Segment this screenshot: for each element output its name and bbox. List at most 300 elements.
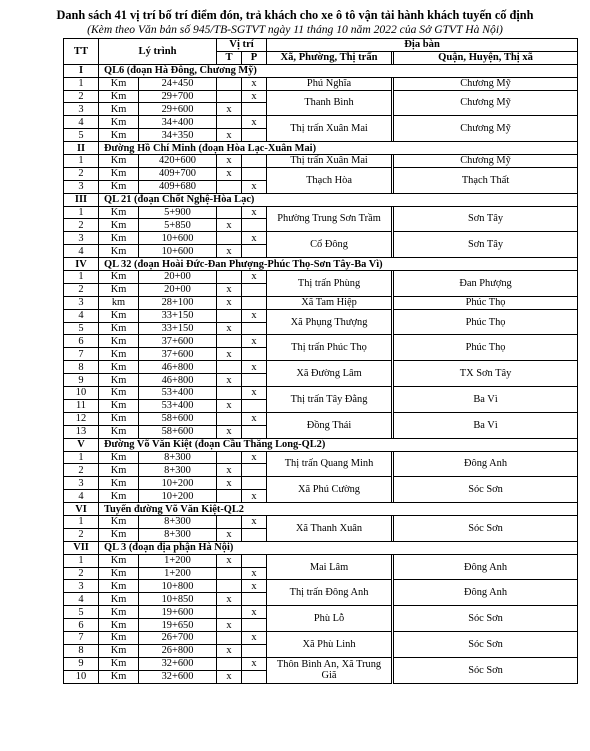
area-commune: Thị trấn Đông Anh: [267, 580, 392, 606]
row-km: 24+450: [139, 77, 217, 90]
area-commune: Xã Đường Lâm: [267, 361, 392, 387]
row-t-mark: [217, 116, 242, 129]
row-tt: 3: [64, 232, 99, 245]
row-unit: Km: [99, 103, 139, 116]
section-number: VI: [64, 503, 99, 516]
section-row: [64, 142, 578, 155]
row-p-mark: [242, 528, 267, 541]
area-district: Đông Anh: [394, 451, 578, 477]
section-row: [64, 64, 578, 77]
area-commune: Xã Tam Hiệp: [267, 296, 392, 309]
row-tt: 3: [64, 580, 99, 593]
row-t-mark: x: [217, 167, 242, 180]
row-unit: Km: [99, 606, 139, 619]
row-p-mark: [242, 619, 267, 632]
row-unit: Km: [99, 335, 139, 348]
table-row: [64, 477, 578, 490]
row-t-mark: x: [217, 103, 242, 116]
row-p-mark: [242, 464, 267, 477]
row-t-mark: [217, 90, 242, 103]
row-t-mark: [217, 335, 242, 348]
row-t-mark: [217, 361, 242, 374]
row-tt: 10: [64, 670, 99, 683]
row-unit: Km: [99, 619, 139, 632]
area-district: Chương Mỹ: [394, 116, 578, 142]
section-row: [64, 438, 578, 451]
row-t-mark: x: [217, 670, 242, 683]
row-t-mark: [217, 206, 242, 219]
area-commune: Thị trấn Xuân Mai: [267, 116, 392, 142]
row-p-mark: [242, 670, 267, 683]
row-p-mark: x: [242, 309, 267, 322]
document-subtitle: (Kèm theo Văn bản số 945/TB-SGTVT ngày 11 tháng 10 năm 2022 của Sở GTVT Hà Nội): [87, 23, 503, 36]
row-t-mark: x: [217, 528, 242, 541]
locations-table: [63, 38, 578, 684]
row-p-mark: x: [242, 606, 267, 619]
row-km: 10+850: [139, 593, 217, 606]
row-unit: Km: [99, 77, 139, 90]
table-row: [64, 335, 578, 348]
row-p-mark: x: [242, 567, 267, 580]
row-tt: 5: [64, 606, 99, 619]
row-p-mark: [242, 296, 267, 309]
row-km: 46+800: [139, 374, 217, 387]
area-district: Chương Mỹ: [394, 90, 578, 116]
row-p-mark: x: [242, 451, 267, 464]
row-tt: 1: [64, 77, 99, 90]
row-unit: Km: [99, 232, 139, 245]
row-tt: 1: [64, 515, 99, 528]
section-row: [64, 541, 578, 554]
area-commune: Phú Nghĩa: [267, 77, 392, 90]
row-p-mark: x: [242, 361, 267, 374]
row-km: 29+700: [139, 90, 217, 103]
row-p-mark: [242, 283, 267, 296]
row-p-mark: x: [242, 335, 267, 348]
area-district: Đông Anh: [394, 554, 578, 580]
area-district: Chương Mỹ: [394, 155, 578, 168]
area-commune: Xã Thanh Xuân: [267, 515, 392, 541]
row-t-mark: x: [217, 296, 242, 309]
row-km: 20+00: [139, 283, 217, 296]
row-p-mark: x: [242, 412, 267, 425]
row-p-mark: x: [242, 387, 267, 400]
row-t-mark: [217, 77, 242, 90]
row-t-mark: [217, 657, 242, 670]
section-number: I: [64, 64, 99, 77]
row-km: 10+600: [139, 245, 217, 258]
section-number: VII: [64, 541, 99, 554]
row-km: 37+600: [139, 348, 217, 361]
row-tt: 4: [64, 593, 99, 606]
row-tt: 3: [64, 477, 99, 490]
row-p-mark: [242, 167, 267, 180]
row-unit: Km: [99, 271, 139, 284]
row-tt: 4: [64, 309, 99, 322]
row-t-mark: [217, 451, 242, 464]
row-unit: Km: [99, 245, 139, 258]
header-p: P: [242, 51, 267, 64]
row-t-mark: [217, 567, 242, 580]
row-km: 5+900: [139, 206, 217, 219]
row-t-mark: x: [217, 554, 242, 567]
row-p-mark: [242, 399, 267, 412]
row-t-mark: [217, 412, 242, 425]
table-row: [64, 657, 578, 670]
row-t-mark: x: [217, 322, 242, 335]
table-row: [64, 580, 578, 593]
row-tt: 2: [64, 167, 99, 180]
row-t-mark: x: [217, 644, 242, 657]
header-t: T: [217, 51, 242, 64]
row-tt: 2: [64, 528, 99, 541]
row-km: 1+200: [139, 567, 217, 580]
row-km: 58+600: [139, 412, 217, 425]
area-commune: Thôn Bình An, Xã Trung Giã: [267, 657, 392, 683]
row-km: 10+200: [139, 477, 217, 490]
row-unit: Km: [99, 554, 139, 567]
row-t-mark: x: [217, 593, 242, 606]
row-km: 19+600: [139, 606, 217, 619]
section-number: V: [64, 438, 99, 451]
area-district: TX Sơn Tây: [394, 361, 578, 387]
row-km: 10+800: [139, 580, 217, 593]
row-p-mark: x: [242, 271, 267, 284]
row-p-mark: [242, 348, 267, 361]
row-p-mark: x: [242, 657, 267, 670]
document-title: Danh sách 41 vị trí bố trí điểm đón, trả khách cho xe ô tô vận tải hành khách tuyến cố định: [56, 8, 534, 22]
row-p-mark: [242, 155, 267, 168]
section-title: QL 32 (đoạn Hoài Đức-Đan Phượng-Phúc Thọ-Sơn Tây-Ba Vì): [99, 258, 578, 271]
row-p-mark: x: [242, 490, 267, 503]
row-unit: Km: [99, 580, 139, 593]
section-number: II: [64, 142, 99, 155]
row-unit: Km: [99, 464, 139, 477]
row-tt: 9: [64, 657, 99, 670]
row-tt: 2: [64, 283, 99, 296]
area-commune: Thị trấn Quang Minh: [267, 451, 392, 477]
area-district: Sóc Sơn: [394, 606, 578, 632]
row-tt: 3: [64, 180, 99, 193]
row-unit: Km: [99, 567, 139, 580]
row-km: 46+800: [139, 361, 217, 374]
row-t-mark: x: [217, 155, 242, 168]
area-district: Ba Vì: [394, 412, 578, 438]
section-row: [64, 503, 578, 516]
row-km: 32+600: [139, 657, 217, 670]
area-commune: Mai Lâm: [267, 554, 392, 580]
area-district: Phúc Thọ: [394, 296, 578, 309]
row-tt: 7: [64, 348, 99, 361]
table-row: [64, 116, 578, 129]
row-unit: Km: [99, 283, 139, 296]
row-unit: Km: [99, 155, 139, 168]
row-p-mark: [242, 322, 267, 335]
area-commune: Thị trấn Xuân Mai: [267, 155, 392, 168]
row-t-mark: [217, 387, 242, 400]
row-km: 34+350: [139, 129, 217, 142]
row-tt: 4: [64, 245, 99, 258]
row-t-mark: [217, 271, 242, 284]
row-p-mark: [242, 593, 267, 606]
table-row: [64, 631, 578, 644]
header-ly-trinh: Lý trình: [99, 39, 217, 65]
area-district: Sóc Sơn: [394, 631, 578, 657]
row-tt: 1: [64, 451, 99, 464]
row-unit: Km: [99, 348, 139, 361]
row-t-mark: [217, 606, 242, 619]
row-km: 5+850: [139, 219, 217, 232]
area-district: Thạch Thất: [394, 167, 578, 193]
table-row: [64, 606, 578, 619]
row-unit: Km: [99, 116, 139, 129]
row-p-mark: [242, 129, 267, 142]
row-p-mark: x: [242, 77, 267, 90]
row-unit: Km: [99, 374, 139, 387]
row-t-mark: x: [217, 399, 242, 412]
row-unit: Km: [99, 515, 139, 528]
section-title: Đường Hồ Chí Minh (đoạn Hòa Lạc-Xuân Mai): [99, 142, 578, 155]
row-km: 33+150: [139, 309, 217, 322]
area-district: Sóc Sơn: [394, 477, 578, 503]
row-unit: Km: [99, 670, 139, 683]
area-district: Đông Anh: [394, 580, 578, 606]
row-km: 29+600: [139, 103, 217, 116]
area-commune: Thanh Bình: [267, 90, 392, 116]
area-commune: Phù Lỗ: [267, 606, 392, 632]
area-district: Sơn Tây: [394, 232, 578, 258]
area-district: Sóc Sơn: [394, 515, 578, 541]
table-row: [64, 451, 578, 464]
area-district: Sơn Tây: [394, 206, 578, 232]
row-t-mark: x: [217, 464, 242, 477]
table-row: [64, 412, 578, 425]
row-km: 26+800: [139, 644, 217, 657]
row-km: 28+100: [139, 296, 217, 309]
row-t-mark: x: [217, 129, 242, 142]
row-tt: 3: [64, 103, 99, 116]
row-tt: 8: [64, 361, 99, 374]
table-row: [64, 90, 578, 103]
section-number: III: [64, 193, 99, 206]
row-unit: Km: [99, 425, 139, 438]
row-p-mark: x: [242, 180, 267, 193]
header-dia-ban: Địa bàn: [267, 39, 578, 52]
table-row: [64, 206, 578, 219]
row-km: 20+00: [139, 271, 217, 284]
row-unit: Km: [99, 387, 139, 400]
area-district: Chương Mỹ: [394, 77, 578, 90]
area-commune: Thị trấn Phúc Thọ: [267, 335, 392, 361]
row-t-mark: [217, 180, 242, 193]
row-km: 34+400: [139, 116, 217, 129]
section-title: Tuyến đường Võ Văn Kiệt-QL2: [99, 503, 578, 516]
row-p-mark: x: [242, 206, 267, 219]
row-km: 8+300: [139, 464, 217, 477]
row-km: 32+600: [139, 670, 217, 683]
row-p-mark: [242, 219, 267, 232]
section-title: QL6 (đoạn Hà Đông, Chương Mỹ): [99, 64, 578, 77]
row-unit: Km: [99, 528, 139, 541]
header-quan: Quận, Huyện, Thị xã: [394, 51, 578, 64]
row-unit: Km: [99, 361, 139, 374]
row-km: 53+400: [139, 387, 217, 400]
table-row: [64, 296, 578, 309]
row-unit: Km: [99, 180, 139, 193]
table-row: [64, 77, 578, 90]
row-tt: 7: [64, 631, 99, 644]
row-t-mark: [217, 309, 242, 322]
section-title: QL 3 (đoạn địa phận Hà Nội): [99, 541, 578, 554]
row-km: 26+700: [139, 631, 217, 644]
row-tt: 1: [64, 206, 99, 219]
area-commune: Thị trấn Phùng: [267, 271, 392, 297]
row-p-mark: x: [242, 515, 267, 528]
area-commune: Đồng Thái: [267, 412, 392, 438]
area-district: Đan Phượng: [394, 271, 578, 297]
row-unit: Km: [99, 129, 139, 142]
row-tt: 6: [64, 335, 99, 348]
row-t-mark: x: [217, 425, 242, 438]
area-commune: Xã Phù Linh: [267, 631, 392, 657]
row-t-mark: x: [217, 374, 242, 387]
area-commune: Thị trấn Tây Đằng: [267, 387, 392, 413]
header-xa: Xã, Phường, Thị trấn: [267, 51, 392, 64]
row-p-mark: [242, 103, 267, 116]
row-unit: Km: [99, 206, 139, 219]
row-t-mark: x: [217, 348, 242, 361]
row-tt: 4: [64, 490, 99, 503]
row-t-mark: x: [217, 283, 242, 296]
row-km: 19+650: [139, 619, 217, 632]
section-title: QL 21 (đoạn Chốt Nghệ-Hòa Lạc): [99, 193, 578, 206]
header-row: [64, 39, 578, 52]
row-tt: 4: [64, 116, 99, 129]
row-tt: 5: [64, 322, 99, 335]
row-km: 8+300: [139, 515, 217, 528]
row-tt: 13: [64, 425, 99, 438]
row-p-mark: x: [242, 232, 267, 245]
row-tt: 2: [64, 90, 99, 103]
row-km: 8+300: [139, 451, 217, 464]
row-unit: km: [99, 296, 139, 309]
table-row: [64, 361, 578, 374]
row-unit: Km: [99, 477, 139, 490]
row-unit: Km: [99, 451, 139, 464]
table-row: [64, 387, 578, 400]
row-t-mark: [217, 490, 242, 503]
row-tt: 10: [64, 387, 99, 400]
row-p-mark: [242, 245, 267, 258]
area-commune: Xã Phụng Thượng: [267, 309, 392, 335]
row-p-mark: [242, 477, 267, 490]
row-tt: 12: [64, 412, 99, 425]
area-commune: Cổ Đông: [267, 232, 392, 258]
row-unit: Km: [99, 412, 139, 425]
row-tt: 8: [64, 644, 99, 657]
area-commune: Thạch Hòa: [267, 167, 392, 193]
row-unit: Km: [99, 322, 139, 335]
row-tt: 9: [64, 374, 99, 387]
row-unit: Km: [99, 167, 139, 180]
row-tt: 1: [64, 155, 99, 168]
area-commune: Xã Phú Cường: [267, 477, 392, 503]
header-vi-tri: Vị trí: [217, 39, 267, 52]
row-t-mark: [217, 515, 242, 528]
section-row: [64, 258, 578, 271]
row-tt: 2: [64, 219, 99, 232]
table-row: [64, 309, 578, 322]
row-tt: 3: [64, 296, 99, 309]
row-t-mark: x: [217, 477, 242, 490]
row-p-mark: [242, 374, 267, 387]
row-t-mark: [217, 232, 242, 245]
row-t-mark: [217, 631, 242, 644]
section-title: Đường Võ Văn Kiệt (đoạn Cầu Thăng Long-QL2): [99, 438, 578, 451]
row-p-mark: x: [242, 116, 267, 129]
row-t-mark: [217, 580, 242, 593]
row-tt: 5: [64, 129, 99, 142]
row-unit: Km: [99, 593, 139, 606]
row-km: 8+300: [139, 528, 217, 541]
row-t-mark: x: [217, 619, 242, 632]
row-tt: 1: [64, 271, 99, 284]
row-p-mark: [242, 425, 267, 438]
row-unit: Km: [99, 644, 139, 657]
row-km: 10+200: [139, 490, 217, 503]
row-km: 409+700: [139, 167, 217, 180]
row-p-mark: x: [242, 631, 267, 644]
row-t-mark: x: [217, 219, 242, 232]
row-p-mark: x: [242, 90, 267, 103]
table-row: [64, 167, 578, 180]
row-p-mark: [242, 644, 267, 657]
row-unit: Km: [99, 399, 139, 412]
row-km: 10+600: [139, 232, 217, 245]
row-km: 409+680: [139, 180, 217, 193]
row-tt: 1: [64, 554, 99, 567]
row-unit: Km: [99, 490, 139, 503]
area-district: Sóc Sơn: [394, 657, 578, 683]
row-unit: Km: [99, 309, 139, 322]
row-unit: Km: [99, 631, 139, 644]
row-unit: Km: [99, 657, 139, 670]
table-row: [64, 554, 578, 567]
row-tt: 2: [64, 464, 99, 477]
row-tt: 11: [64, 399, 99, 412]
header-tt: TT: [64, 39, 99, 65]
row-unit: Km: [99, 219, 139, 232]
area-district: Phúc Thọ: [394, 335, 578, 361]
row-km: 37+600: [139, 335, 217, 348]
row-km: 420+600: [139, 155, 217, 168]
table-row: [64, 515, 578, 528]
table-row: [64, 271, 578, 284]
row-km: 53+400: [139, 399, 217, 412]
area-district: Ba Vì: [394, 387, 578, 413]
table-row: [64, 232, 578, 245]
area-commune: Phường Trung Sơn Trầm: [267, 206, 392, 232]
row-unit: Km: [99, 90, 139, 103]
row-km: 1+200: [139, 554, 217, 567]
row-km: 58+600: [139, 425, 217, 438]
section-row: [64, 193, 578, 206]
row-tt: 2: [64, 567, 99, 580]
row-p-mark: [242, 554, 267, 567]
row-tt: 6: [64, 619, 99, 632]
area-district: Phúc Thọ: [394, 309, 578, 335]
row-t-mark: x: [217, 245, 242, 258]
